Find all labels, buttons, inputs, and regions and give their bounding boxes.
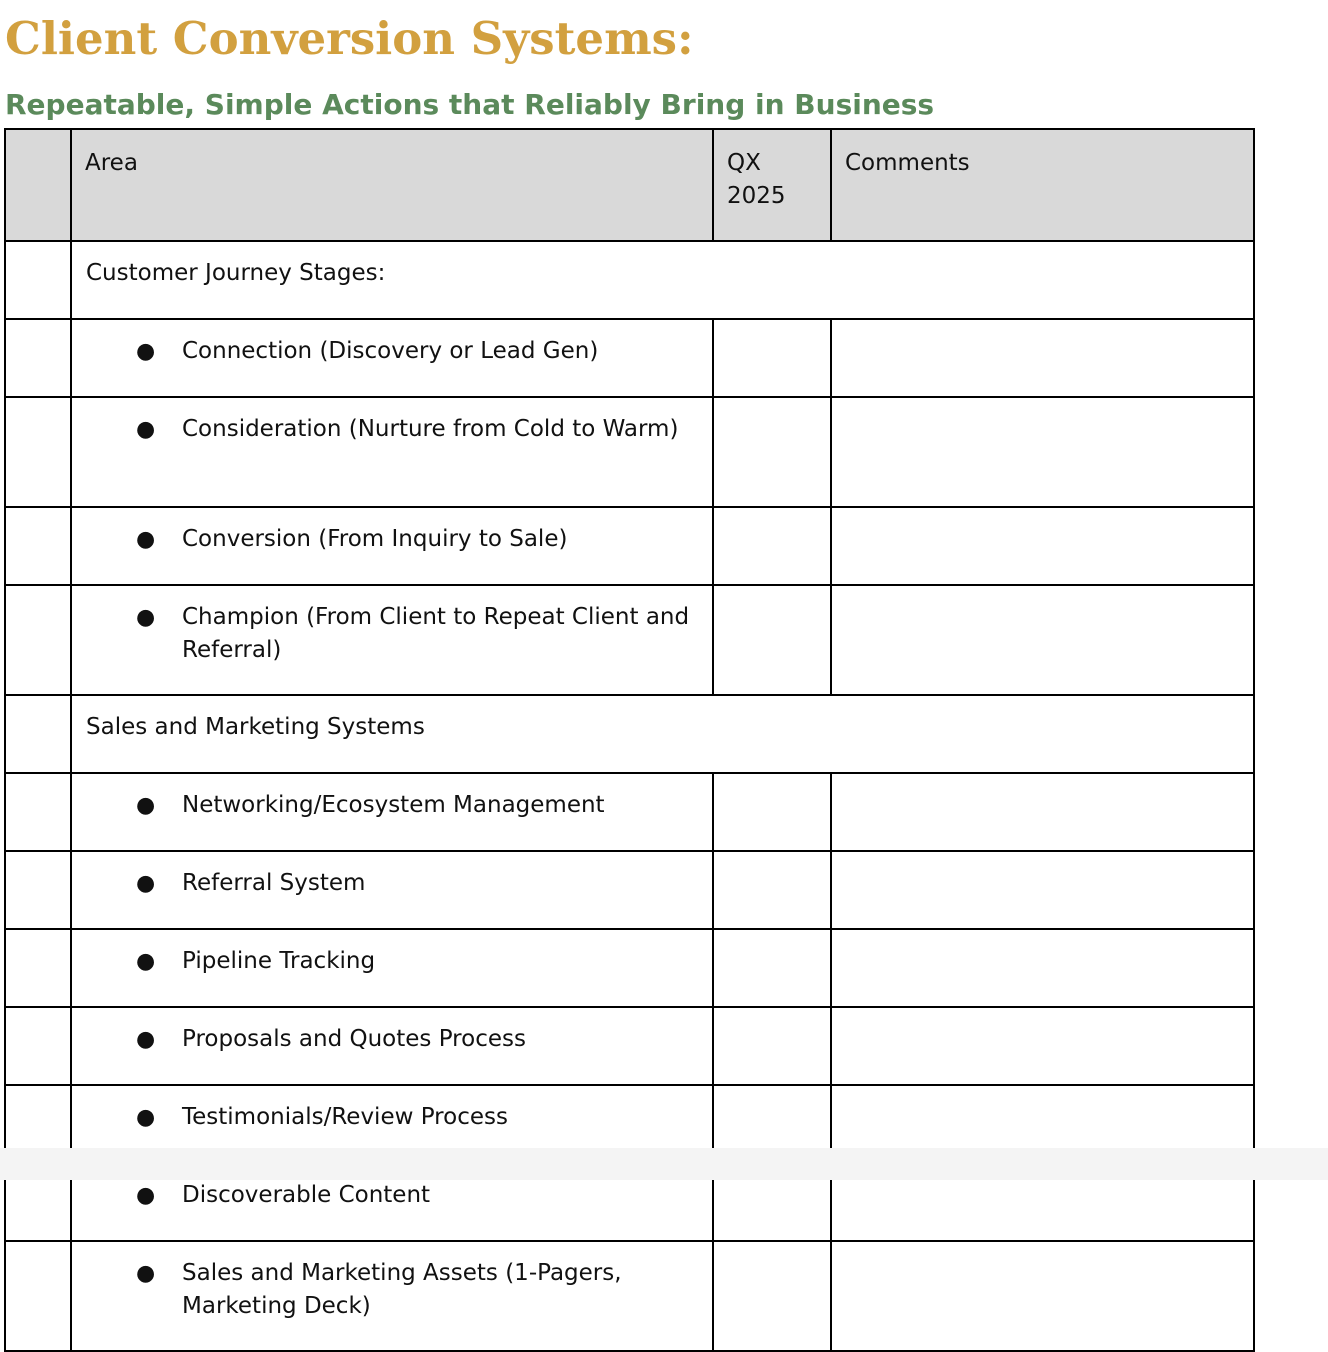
header-cell-quarter[interactable]: QX 2025	[713, 129, 831, 241]
bullet-icon: ●	[136, 793, 156, 818]
comments-cell[interactable]	[831, 929, 1254, 1007]
section-heading-cell[interactable]: Customer Journey Stages:	[71, 241, 1254, 319]
header-cell-comments[interactable]: Comments	[831, 129, 1254, 241]
area-cell[interactable]	[71, 851, 713, 929]
comments-cell[interactable]	[831, 585, 1254, 695]
area-item-text: Connection (Discovery or Lead Gen)	[182, 338, 599, 364]
row-check-cell[interactable]	[5, 773, 71, 851]
bullet-icon: ●	[136, 1027, 156, 1052]
header-cell-blank[interactable]	[5, 129, 71, 241]
area-cell[interactable]	[71, 929, 713, 1007]
document-title: Client Conversion Systems:	[5, 12, 694, 65]
page-bottom-strip	[0, 1148, 1328, 1180]
quarter-cell[interactable]	[713, 773, 831, 851]
area-item-text: Consideration (Nurture from Cold to Warm)	[182, 416, 679, 442]
area-item-text: Champion (From Client to Repeat Client and Referral)	[182, 604, 690, 663]
area-item-text: Discoverable Content	[182, 1182, 431, 1208]
bullet-icon: ●	[136, 339, 156, 364]
comments-cell[interactable]	[831, 319, 1254, 397]
quarter-cell[interactable]	[713, 851, 831, 929]
header-cell-area[interactable]: Area	[71, 129, 713, 241]
quarter-cell[interactable]	[713, 397, 831, 507]
area-cell[interactable]	[71, 585, 713, 695]
area-item-text: Conversion (From Inquiry to Sale)	[182, 526, 568, 552]
row-check-cell[interactable]	[5, 397, 71, 507]
comments-cell[interactable]	[831, 851, 1254, 929]
comments-cell[interactable]	[831, 1241, 1254, 1351]
row-check-cell[interactable]	[5, 929, 71, 1007]
area-item-text: Testimonials/Review Process	[182, 1104, 508, 1130]
bullet-icon: ●	[136, 605, 156, 630]
row-check-cell[interactable]	[5, 851, 71, 929]
table-row	[5, 319, 1254, 397]
table-row	[5, 507, 1254, 585]
comments-cell[interactable]	[831, 507, 1254, 585]
table-row	[5, 851, 1254, 929]
area-cell[interactable]	[71, 319, 713, 397]
area-cell[interactable]	[71, 1007, 713, 1085]
row-check-cell[interactable]	[5, 695, 71, 773]
bullet-icon: ●	[136, 527, 156, 552]
bullet-icon: ●	[136, 1183, 156, 1208]
bullet-icon: ●	[136, 1105, 156, 1130]
bullet-icon: ●	[136, 417, 156, 442]
row-check-cell[interactable]	[5, 1241, 71, 1351]
table-row	[5, 695, 1254, 773]
quarter-cell[interactable]	[713, 1007, 831, 1085]
area-item-text: Networking/Ecosystem Management	[182, 792, 605, 818]
area-cell[interactable]	[71, 507, 713, 585]
table-row	[5, 929, 1254, 1007]
quarter-cell[interactable]	[713, 1241, 831, 1351]
quarter-cell[interactable]	[713, 929, 831, 1007]
comments-cell[interactable]	[831, 397, 1254, 507]
table-row	[5, 1007, 1254, 1085]
quarter-cell[interactable]	[713, 507, 831, 585]
table-row	[5, 241, 1254, 319]
table-row	[5, 773, 1254, 851]
table-row	[5, 1241, 1254, 1351]
row-check-cell[interactable]	[5, 319, 71, 397]
comments-cell[interactable]	[831, 1007, 1254, 1085]
quarter-cell[interactable]	[713, 585, 831, 695]
area-item-text: Pipeline Tracking	[182, 948, 376, 974]
bullet-icon: ●	[136, 949, 156, 974]
bullet-icon: ●	[136, 871, 156, 896]
area-item-text: Proposals and Quotes Process	[182, 1026, 526, 1052]
row-check-cell[interactable]	[5, 585, 71, 695]
bullet-icon: ●	[136, 1261, 156, 1286]
row-check-cell[interactable]	[5, 507, 71, 585]
comments-cell[interactable]	[831, 773, 1254, 851]
table-row	[5, 585, 1254, 695]
area-item-text: Referral System	[182, 870, 366, 896]
area-cell[interactable]	[71, 773, 713, 851]
area-cell[interactable]	[71, 1241, 713, 1351]
row-check-cell[interactable]	[5, 241, 71, 319]
area-cell[interactable]	[71, 397, 713, 507]
section-heading-cell[interactable]: Sales and Marketing Systems	[71, 695, 1254, 773]
table-row	[5, 397, 1254, 507]
quarter-cell[interactable]	[713, 319, 831, 397]
table-header-row	[5, 129, 1254, 241]
area-item-text: Sales and Marketing Assets (1-Pagers, Marketing Deck)	[182, 1260, 622, 1319]
document-subtitle: Repeatable, Simple Actions that Reliably Bring in Business	[5, 88, 935, 121]
row-check-cell[interactable]	[5, 1007, 71, 1085]
